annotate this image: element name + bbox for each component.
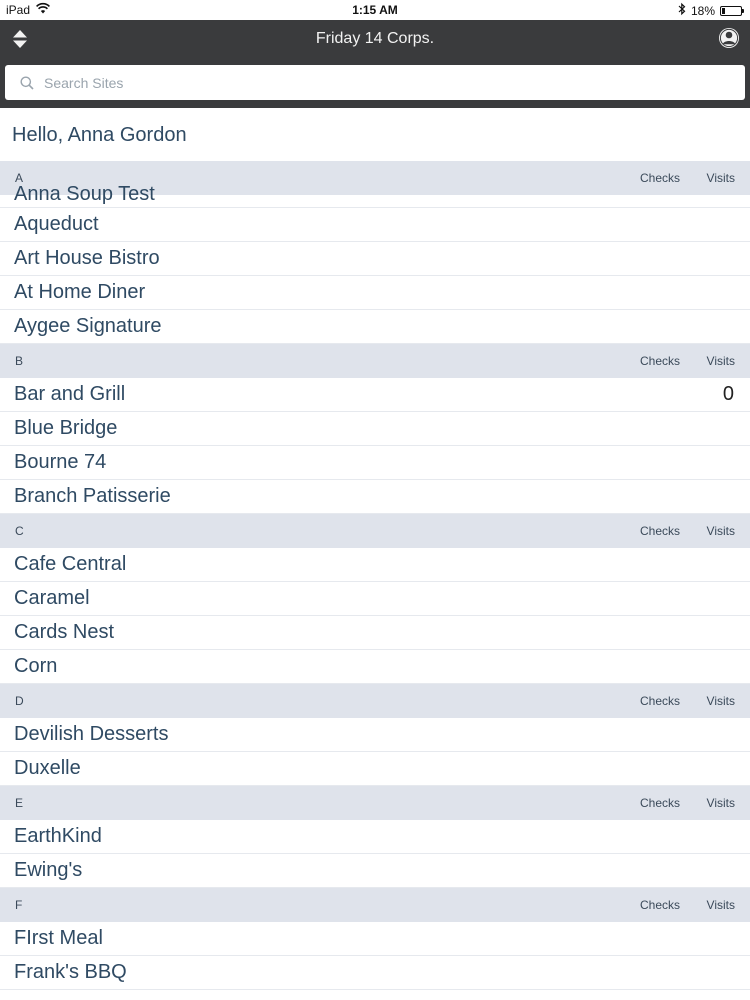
battery-percent: 18% (690, 3, 715, 18)
section-letter: C (15, 524, 24, 538)
site-name: Ewing's (14, 859, 83, 881)
user-account-icon[interactable] (718, 27, 740, 49)
list-item[interactable] (0, 616, 750, 650)
list-item[interactable] (0, 922, 750, 956)
site-name: Bar and Grill (14, 383, 126, 405)
list-item[interactable] (0, 378, 750, 412)
greeting-text: Hello, Anna Gordon (12, 124, 187, 146)
status-bar (0, 0, 750, 20)
status-time: 1:15 AM (352, 3, 398, 17)
site-name: FIrst Meal (14, 927, 103, 949)
checks-column-header: Checks (639, 796, 680, 810)
list-item[interactable] (0, 276, 750, 310)
site-name: Branch Patisserie (14, 485, 171, 507)
section-header (0, 786, 750, 820)
visits-column-header: Visits (706, 354, 735, 368)
site-list (0, 161, 750, 990)
site-name: Anna Soup Test (14, 183, 155, 205)
list-item[interactable] (0, 548, 750, 582)
site-name: Blue Bridge (14, 417, 118, 439)
nav-bar (0, 20, 750, 108)
list-item[interactable] (0, 718, 750, 752)
checks-column-header: Checks (639, 354, 680, 368)
list-item[interactable] (0, 956, 750, 990)
site-name: Art House Bistro (14, 247, 160, 269)
site-name: Cards Nest (14, 621, 115, 643)
site-name: Corn (14, 655, 58, 677)
visits-column-header: Visits (706, 796, 735, 810)
site-name: Frank's BBQ (14, 961, 127, 983)
site-name: Devilish Desserts (14, 723, 169, 745)
site-name: Aqueduct (14, 213, 99, 235)
battery-fill (722, 8, 725, 14)
list-item[interactable] (0, 820, 750, 854)
status-right (678, 3, 742, 18)
section-letter: D (15, 694, 24, 708)
site-name: Duxelle (14, 757, 81, 779)
search-icon (20, 76, 34, 90)
list-item[interactable] (0, 242, 750, 276)
section-letter: A (15, 171, 24, 185)
bluetooth-icon (678, 3, 686, 18)
visits-column-header: Visits (706, 694, 735, 708)
list-item[interactable] (0, 650, 750, 684)
list-item[interactable] (0, 752, 750, 786)
device-label: iPad (6, 3, 31, 17)
list-item[interactable] (0, 582, 750, 616)
list-item[interactable] (0, 854, 750, 888)
list-item[interactable] (0, 446, 750, 480)
visits-column-header: Visits (706, 524, 735, 538)
list-item[interactable] (0, 412, 750, 446)
site-name: At Home Diner (14, 281, 146, 303)
section-letter: F (15, 898, 23, 912)
list-item[interactable] (0, 208, 750, 242)
section-letter: B (15, 354, 24, 368)
site-name: Cafe Central (14, 553, 127, 575)
search-bar (5, 65, 745, 100)
section-letter: E (15, 796, 24, 810)
section-header (0, 514, 750, 548)
page-title: Friday 14 Corps. (315, 30, 435, 47)
site-name: Caramel (14, 587, 90, 609)
site-name: Aygee Signature (14, 315, 162, 337)
visits-column-header: Visits (706, 898, 735, 912)
site-name: EarthKind (14, 825, 102, 847)
visits-count: 0 (722, 383, 734, 405)
checks-column-header: Checks (639, 694, 680, 708)
list-item[interactable] (0, 480, 750, 514)
list-item[interactable] (0, 310, 750, 344)
section-header (0, 344, 750, 378)
checks-column-header: Checks (639, 524, 680, 538)
search-input[interactable] (42, 74, 745, 92)
battery-icon (720, 6, 742, 16)
site-name: Bourne 74 (14, 451, 107, 473)
list-item[interactable] (0, 183, 750, 208)
section-header (0, 888, 750, 922)
checks-column-header: Checks (639, 171, 680, 185)
visits-column-header: Visits (706, 171, 735, 185)
section-header (0, 684, 750, 718)
checks-column-header: Checks (639, 898, 680, 912)
